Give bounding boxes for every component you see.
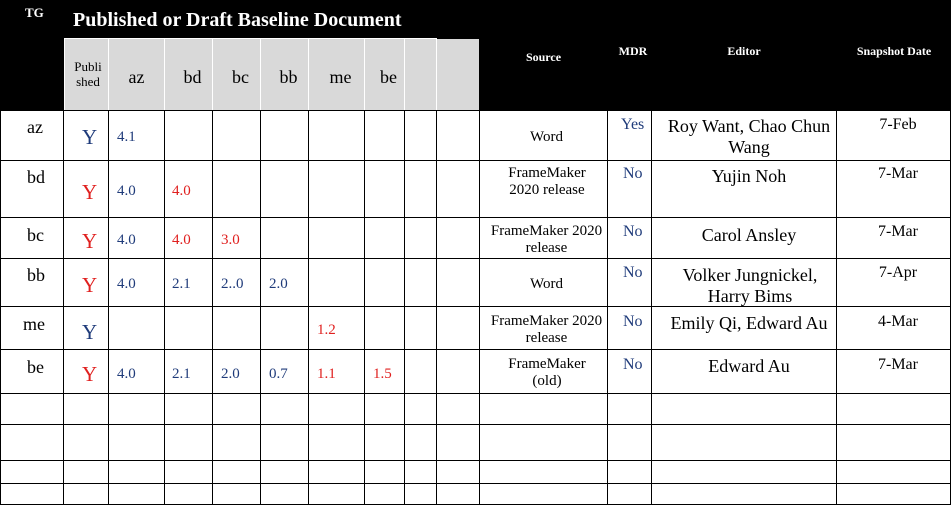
row-bb-tg: bb [27, 265, 45, 285]
snapshot-header-label: Snapshot Date [837, 45, 951, 59]
row-bd-snapshot: 7-Mar [878, 165, 918, 182]
row-bc-snapshot: 7-Mar [878, 223, 918, 240]
row-me-ver-me: 1.2 [317, 322, 336, 338]
row-be-ver-bd: 2.1 [172, 366, 191, 382]
row-be-ver-bb: 0.7 [269, 366, 288, 382]
row-bb-source: Word [530, 276, 563, 292]
row-bb-ver-az: 4.0 [117, 276, 136, 292]
row-bb-editor: Volker Jungnickel, Harry Bims [682, 265, 818, 306]
row-bd-ver-az: 4.0 [117, 183, 136, 199]
row-be-published: Y [82, 362, 98, 386]
row-bd-tg: bd [27, 167, 45, 187]
row-bd-ver-bd: 4.0 [172, 183, 191, 199]
row-be-tg: be [27, 357, 44, 377]
col-header-blank-2 [437, 39, 479, 110]
row-bc-source: FrameMaker 2020 release [490, 223, 603, 257]
row-bc-ver-bc: 3.0 [221, 232, 240, 248]
row-be-ver-me: 1.1 [317, 366, 336, 382]
mdr-header-label: MDR [607, 45, 659, 59]
row-bb-snapshot: 7-Apr [878, 264, 918, 281]
row-bb-published: Y [82, 273, 98, 297]
row-bb-mdr: No [623, 264, 643, 281]
col-header-blank-1 [405, 39, 436, 110]
row-bd-editor: Yujin Noh [711, 166, 787, 186]
row-bc-ver-bd: 4.0 [172, 232, 191, 248]
published-header-label: Publi shed [74, 59, 102, 89]
row-bd-published: Y [82, 180, 98, 204]
row-bc-tg: bc [27, 225, 44, 245]
col-header-bd: bd [183, 67, 202, 87]
row-me-mdr: No [623, 313, 643, 330]
col-header-me: me [329, 67, 352, 87]
col-header-bc: bc [232, 67, 249, 87]
col-header-az: az [128, 67, 145, 87]
banner-title: Published or Draft Baseline Document [73, 9, 402, 31]
row-bb-ver-bb: 2.0 [269, 276, 288, 292]
row-me-source: FrameMaker 2020 release [490, 313, 603, 347]
row-az-editor: Roy Want, Chao Chun Wang [667, 116, 831, 157]
col-header-be: be [380, 67, 397, 87]
row-bd-source: FrameMaker 2020 release [508, 165, 586, 199]
row-be-ver-be: 1.5 [373, 366, 392, 382]
row-me-snapshot: 4-Mar [878, 313, 918, 330]
row-az-tg: az [27, 117, 43, 137]
row-az-source: Word [530, 129, 563, 145]
row-me-tg: me [23, 314, 45, 334]
row-az-mdr: Yes [621, 116, 645, 133]
tg-header-label: TG [25, 5, 44, 20]
row-bc-ver-az: 4.0 [117, 232, 136, 248]
row-az-snapshot: 7-Feb [879, 116, 917, 133]
row-be-snapshot: 7-Mar [878, 356, 918, 373]
row-bb-ver-bc: 2..0 [221, 276, 244, 292]
row-bc-published: Y [82, 229, 98, 253]
row-az-published: Y [82, 125, 98, 149]
row-bd-mdr: No [623, 165, 643, 182]
col-header-bb: bb [279, 67, 298, 87]
row-bc-mdr: No [623, 223, 643, 240]
editor-header-label: Editor [651, 45, 837, 59]
row-be-source: FrameMaker (old) [508, 356, 586, 390]
row-be-editor: Edward Au [708, 356, 790, 376]
row-be-mdr: No [623, 356, 643, 373]
row-bb-ver-bd: 2.1 [172, 276, 191, 292]
row-az-ver-az: 4.1 [117, 129, 136, 145]
source-header-label: Source [480, 51, 607, 65]
row-be-ver-bc: 2.0 [221, 366, 240, 382]
row-be-ver-az: 4.0 [117, 366, 136, 382]
row-me-editor: Emily Qi, Edward Au [670, 313, 828, 333]
row-me-published: Y [82, 320, 98, 344]
row-bc-editor: Carol Ansley [701, 225, 797, 245]
